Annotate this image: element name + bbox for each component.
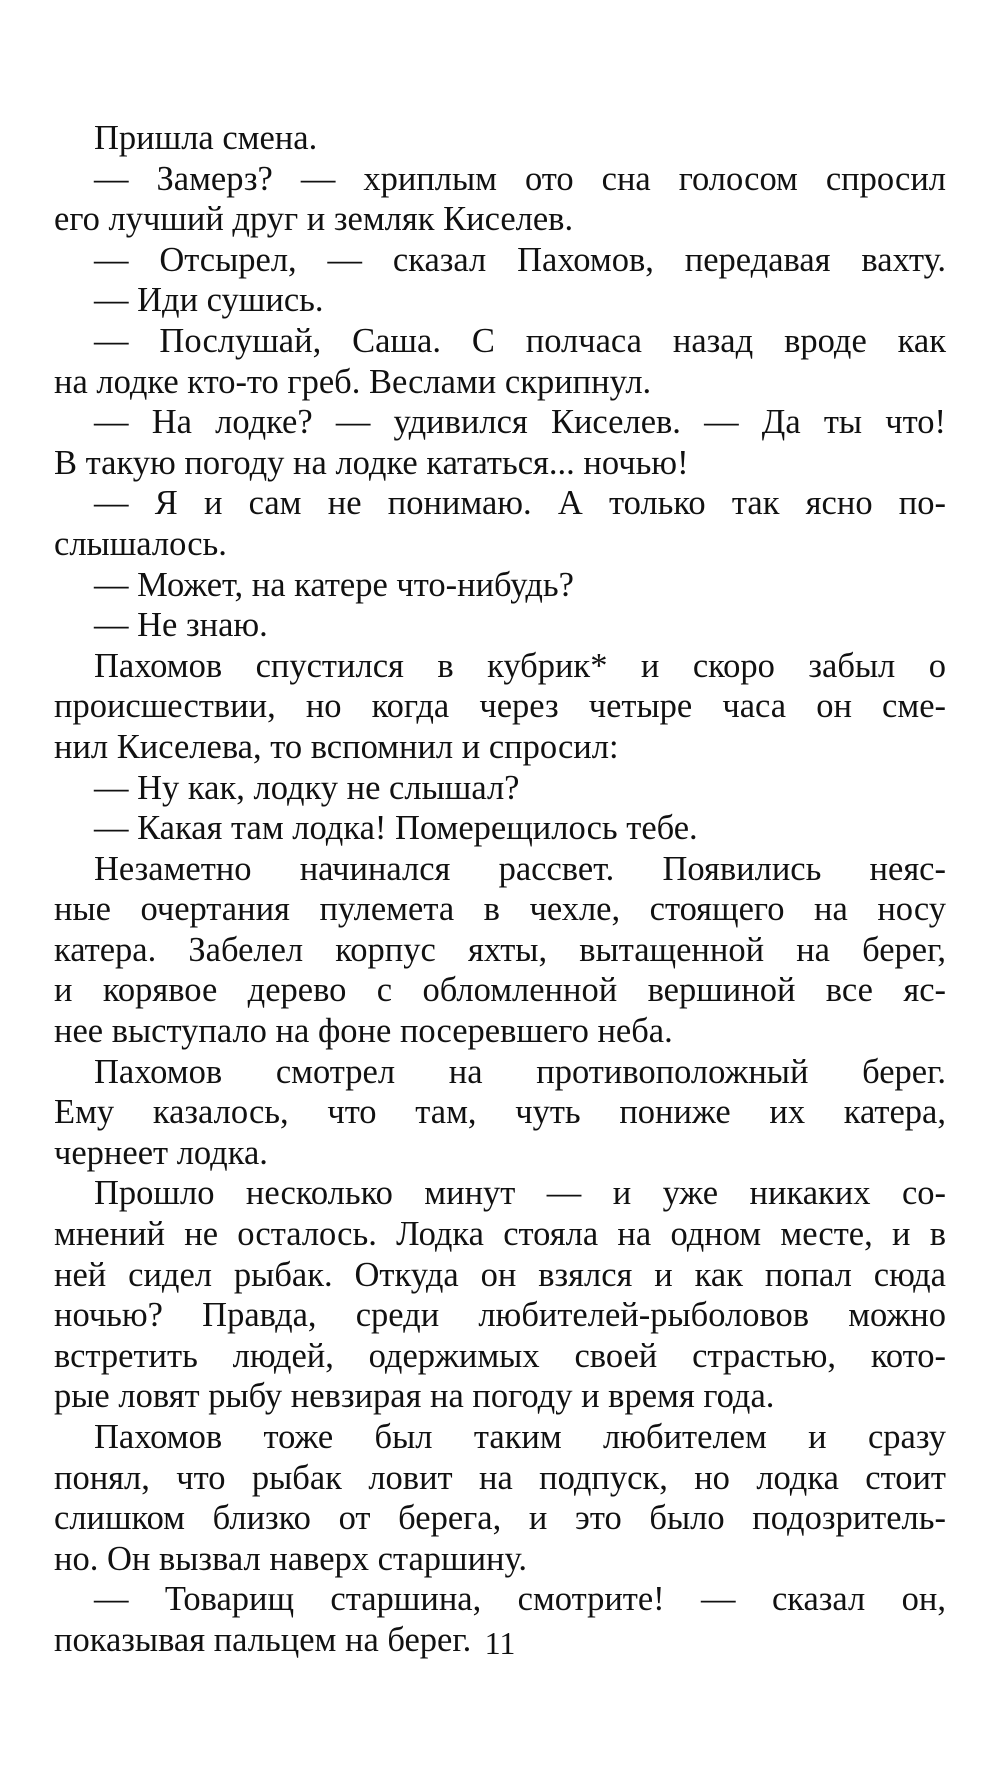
text-line: на лодке кто-то греб. Веслами скрипнул. (54, 362, 652, 401)
text-line: Ему казалось, что там, чуть пониже их катера, (54, 1093, 946, 1132)
page-number: 11 (484, 1625, 516, 1661)
text-line: встретить людей, одержимых своей страстью, кото- (54, 1336, 946, 1375)
text-line: — Замерз? — хриплым ото сна голосом спросил (94, 159, 946, 198)
text-line: рые ловят рыбу невзирая на погоду и время года. (54, 1377, 775, 1416)
text-line: — Товарищ старшина, смотрите! — сказал он, (94, 1580, 946, 1619)
text-line: ночью? Правда, среди любителей-рыболовов можно (54, 1296, 946, 1335)
text-line: В такую погоду на лодке кататься... ночью! (54, 443, 689, 482)
text-line: — Может, на катере что-нибудь? (94, 565, 574, 604)
text-line: Пришла смена. (94, 119, 318, 157)
text-line: — Не знаю. (94, 606, 268, 645)
text-line: — Иди сушись. (94, 281, 324, 320)
text-line: его лучший друг и земляк Киселев. (54, 200, 574, 239)
text-line: Незаметно начинался рассвет. Появились неяс- (94, 849, 946, 888)
text-line: слышалось. (54, 524, 227, 563)
text-line: но. Он вызвал наверх старшину. (54, 1539, 527, 1578)
text-line: — Послушай, Саша. С полчаса назад вроде как (94, 321, 946, 360)
text-line: — Я и сам не понимаю. А только так ясно по- (94, 484, 946, 523)
text-line: Пахомов тоже был таким любителем и сразу (94, 1418, 946, 1456)
text-line: понял, что рыбак ловит на подпуск, но лодка стоит (54, 1458, 946, 1497)
text-line: — Ну как, лодку не слышал? (94, 768, 520, 807)
text-line: и корявое дерево с обломленной вершиной все яс- (54, 971, 946, 1010)
text-line: мнений не осталось. Лодка стояла на одном месте, и в (54, 1215, 946, 1254)
text-line: Пахомов смотрел на противоположный берег. (94, 1052, 946, 1091)
text-line: Пахомов спустился в кубрик* и скоро забыл о (94, 646, 946, 685)
page-text (54, 118, 946, 1661)
text-line: Прошло несколько минут — и уже никаких со- (94, 1174, 946, 1213)
text-line: нил Киселева, то вспомнил и спросил: (54, 727, 619, 766)
text-line: — На лодке? — удивился Киселев. — Да ты что! (94, 403, 946, 442)
text-line: слишком близко от берега, и это было подозритель- (54, 1499, 946, 1538)
text-line: ные очертания пулемета в чехле, стоящего на носу (54, 890, 946, 929)
text-line: — Отсырел, — сказал Пахомов, передавая вахту. (94, 240, 946, 279)
text-line: ней сидел рыбак. Откуда он взялся и как попал сюда (54, 1255, 946, 1294)
text-line: чернеет лодка. (54, 1133, 268, 1172)
text-line: происшествии, но когда через четыре часа он сме- (54, 687, 946, 726)
text-line: показывая пальцем на берег. (54, 1620, 472, 1659)
text-line: — Какая там лодка! Померещилось тебе. (94, 809, 698, 848)
text-line: нее выступало на фоне посеревшего неба. (54, 1012, 673, 1051)
text-line: катера. Забелел корпус яхты, вытащенной на берег, (54, 930, 946, 969)
